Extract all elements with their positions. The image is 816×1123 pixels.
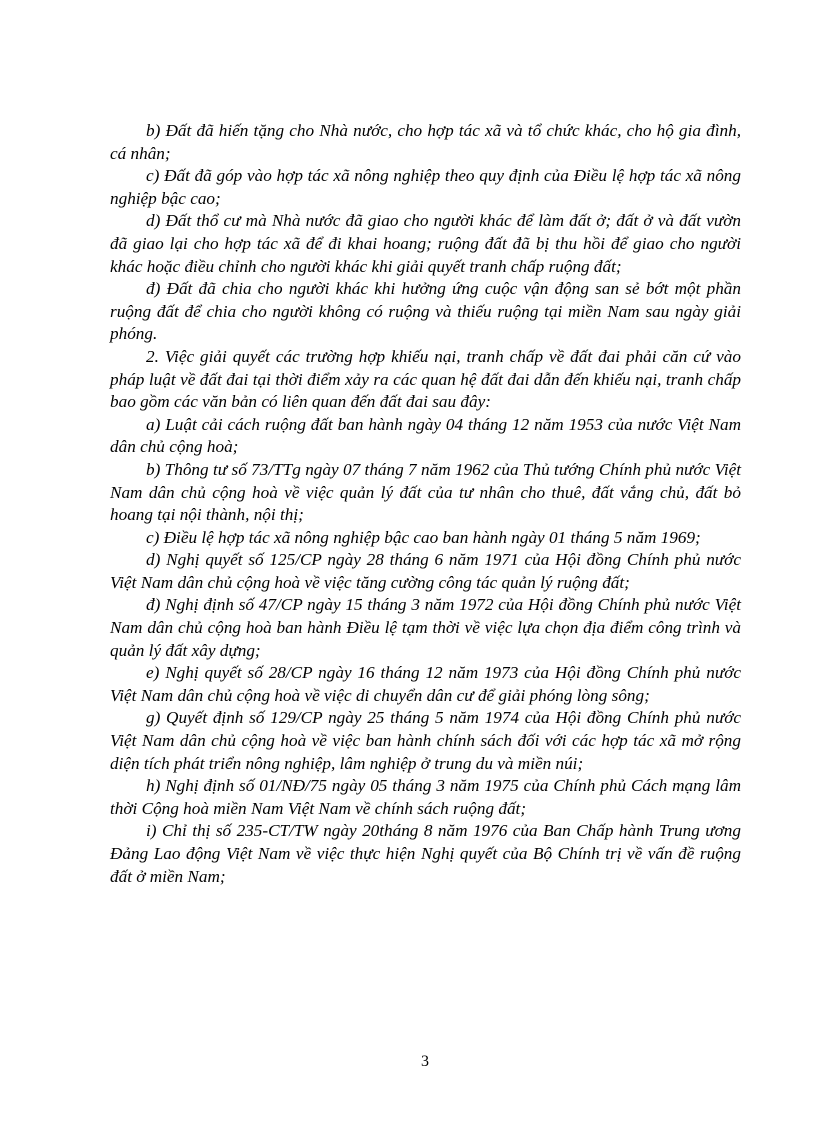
paragraph-item-d-resolution-125: d) Nghị quyết số 125/CP ngày 28 tháng 6 năm 1971 của Hội đồng Chính phủ nước Việt Nam dân chủ cộng hoà về việc tăng cường công tác quản lý ruộng đất; [110,550,741,592]
paragraph-item-dd-decree-47: đ) Nghị định số 47/CP ngày 15 tháng 3 năm 1972 của Hội đồng Chính phủ nước Việt Nam dân chủ cộng hoà ban hành Điều lệ tạm thời về việc lựa chọn địa điểm công trình và quản lý đất xây dựng; [110,595,741,660]
paragraph-item-h-decree-01: h) Nghị định số 01/NĐ/75 ngày 05 tháng 3 năm 1975 của Chính phủ Cách mạng lâm thời Cộng hoà miền Nam Việt Nam về chính sách ruộng đất; [110,776,741,818]
paragraph-item-b-donated-land: b) Đất đã hiến tặng cho Nhà nước, cho hợp tác xã và tổ chức khác, cho hộ gia đình, cá nhân; [110,121,741,163]
paragraph-item-e-resolution-28: e) Nghị quyết số 28/CP ngày 16 tháng 12 năm 1973 của Hội đồng Chính phủ nước Việt Nam dân chủ cộng hoà về việc di chuyển dân cư để giải phóng lòng sông; [110,663,741,705]
paragraph-item-g-decision-129: g) Quyết định số 129/CP ngày 25 tháng 5 năm 1974 của Hội đồng Chính phủ nước Việt Nam dân chủ cộng hoà về việc ban hành chính sách đối với các hợp tác xã mở rộng diện tích phát triển nông nghiệp, lâm nghiệp ở trung du và miền núi; [110,708,741,773]
document-body [110,120,741,888]
paragraph-item-i-directive-235: i) Chỉ thị số 235-CT/TW ngày 20tháng 8 năm 1976 của Ban Chấp hành Trung ương Đảng Lao động Việt Nam về việc thực hiện Nghị quyết của Bộ Chính trị về vấn đề ruộng đất ở miền Nam; [110,821,741,886]
page-number: 3 [421,1053,429,1070]
paragraph-section-2: 2. Việc giải quyết các trường hợp khiếu nại, tranh chấp về đất đai phải căn cứ vào pháp luật về đất đai tại thời điểm xảy ra các quan hệ đất đai dẫn đến khiếu nại, tranh chấp bao gồm các văn bản có liên quan đến đất đai sau đây: [110,346,741,412]
paragraph-item-dd-shared-land: đ) Đất đã chia cho người khác khi hưởng ứng cuộc vận động san sẻ bớt một phần ruộng đất để chia cho người không có ruộng và thiếu ruộng tại miền Nam sau ngày giải phóng. [110,279,741,344]
paragraph-item-a-land-reform-law: a) Luật cải cách ruộng đất ban hành ngày 04 tháng 12 năm 1953 của nước Việt Nam dân chủ cộng hoà; [110,414,741,457]
paragraph-item-b-circular-73: b) Thông tư số 73/TTg ngày 07 tháng 7 năm 1962 của Thủ tướng Chính phủ nước Việt Nam dân chủ cộng hoà về việc quản lý đất của tư nhân cho thuê, đất vắng chủ, đất bỏ hoang tại nội thành, nội thị; [110,459,741,525]
paragraph-item-c-cooperative-charter: c) Điều lệ hợp tác xã nông nghiệp bậc cao ban hành ngày 01 tháng 5 năm 1969; [146,527,701,547]
paragraph-item-d-residential-land: d) Đất thổ cư mà Nhà nước đã giao cho người khác để làm đất ở; đất ở và đất vườn đã giao lại cho hợp tác xã để đi khai hoang; ruộng đất đã bị thu hồi để giao cho người khác hoặc điều chỉnh cho người khác khi giải quyết tranh chấp ruộng đất; [110,211,741,276]
paragraph-item-c-cooperative-land: c) Đất đã góp vào hợp tác xã nông nghiệp theo quy định của Điều lệ hợp tác xã nông nghiệp bậc cao; [110,166,741,208]
